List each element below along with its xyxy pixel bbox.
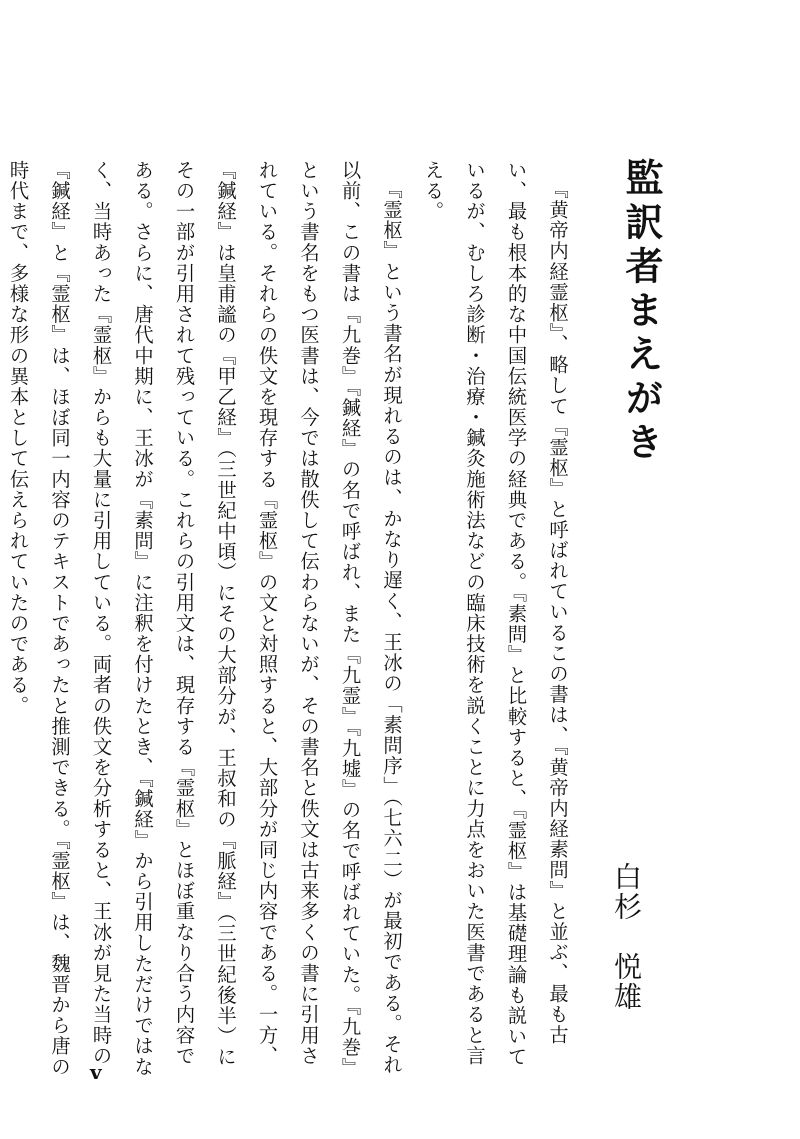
author-name: 白杉 悦雄	[610, 862, 643, 1012]
page-number: v	[90, 1060, 102, 1084]
paragraph: 『黄帝内経霊枢』、略して『霊枢』と呼ばれているこの書は、『黄帝内経素問』と並ぶ、最も古い、最も根本的な中国伝統医学の経典である。『素問』と比較すると、『霊枢』は基礎理論も説いているが、むしろ診断・治療・鍼灸施術法などの臨床技術を説くことに力点をおいた医書であると言える。	[421, 160, 569, 1068]
page-title: 監訳者まえがき	[619, 158, 664, 466]
body-text	[0, 160, 578, 1084]
paragraph: 『霊枢』という書名が現れるのは、かなり遅く、王冰の「素問序」（七六二）が最初である。それ以前、この書は『九巻』『鍼経』の名で呼ばれ、また『九霊』『九墟』の名で呼ばれていた。『九巻』という書名をもつ医書は、今では散佚して伝わらないが、その書名と佚文は古来多くの書に引用されている。それらの佚文を現存する『霊枢』の文と対照すると、大部分が同じ内容である。一方、『鍼経』は皇甫謐の『甲乙経』（三世紀中頃）にその大部分が、王叔和の『脈経』（三世紀後半）にその一部が引用されて残っている。これらの引用文は、現存する『霊枢』とほぼ重なり合う内容である。さらに、唐代中期に、王冰が『素問』に注釈を付けたとき、『鍼経』から引用しただけではなく、当時あった『霊枢』からも大量に引用している。両者の佚文を分析すると、王冰が見た当時の『鍼経』と『霊枢』は、ほぼ同一内容のテキストであったと推測できる。『霊枢』は、魏晋から唐の時代まで、多様な形の異本として伝えられていたのである。	[6, 160, 403, 1079]
